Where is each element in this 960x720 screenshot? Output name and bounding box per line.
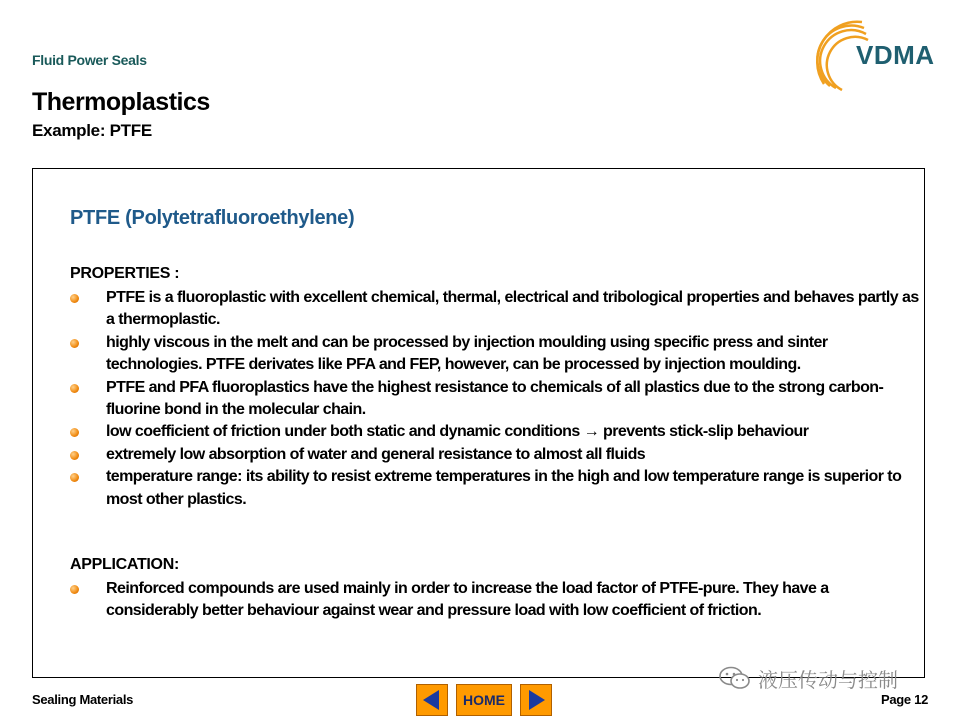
next-button[interactable]	[520, 684, 552, 716]
orange-dot-icon	[70, 339, 79, 348]
section-label: Fluid Power Seals	[32, 52, 147, 68]
property-text: extremely low absorption of water and general resistance to almost all fluids	[106, 445, 646, 463]
property-text: low coefficient of friction under both static and dynamic conditions → prevents stick-slip behaviour	[106, 423, 809, 441]
orange-dot-icon	[70, 451, 79, 460]
application-text: Reinforced compounds are used mainly in order to increase the load factor of PTFE-pure. They have a considerably better behaviour against wear and pressure load with low coefficient of friction.	[106, 580, 829, 620]
orange-dot-icon	[70, 473, 79, 482]
home-button[interactable]: HOME	[456, 684, 512, 716]
list-item	[70, 578, 920, 623]
footer-left-text: Sealing Materials	[32, 692, 134, 707]
application-label: APPLICATION:	[70, 556, 179, 573]
wechat-icon	[718, 666, 752, 690]
vdma-logo	[812, 18, 942, 96]
list-item	[70, 421, 920, 443]
property-text: highly viscous in the melt and can be processed by injection moulding using specific press and sinter technologies. PTFE derivates like PFA and FEP, however, can be processed by injection moulding.	[106, 333, 828, 374]
orange-dot-icon	[70, 585, 79, 594]
orange-dot-icon	[70, 384, 79, 393]
orange-dot-icon	[70, 294, 79, 303]
application-list	[70, 578, 920, 623]
watermark-text: 液压传动与控制	[758, 670, 898, 692]
list-item	[70, 466, 920, 511]
list-item	[70, 377, 920, 422]
list-item	[70, 332, 920, 377]
orange-dot-icon	[70, 428, 79, 437]
property-text: temperature range: its ability to resist extreme temperatures in the high and low temperature range is superior to most other plastics.	[106, 468, 902, 508]
page-title: Thermoplastics	[32, 88, 210, 116]
logo-text: VDMA	[856, 40, 935, 70]
list-item	[70, 287, 920, 332]
property-text: PTFE is a fluoroplastic with excellent chemical, thermal, electrical and tribological properties and behaves partly as a thermoplastic.	[106, 289, 919, 329]
properties-list	[70, 287, 920, 511]
prev-button[interactable]	[416, 684, 448, 716]
page-number: Page 12	[880, 692, 928, 707]
left-arrow-icon	[417, 685, 447, 715]
page-subtitle: Example: PTFE	[32, 121, 152, 140]
property-text: PTFE and PFA fluoroplastics have the highest resistance to chemicals of all plastics due to the strong carbon-fluorine bond in the molecular chain.	[106, 378, 884, 419]
content-heading: PTFE (Polytetrafluoroethylene)	[70, 207, 355, 229]
watermark	[718, 664, 932, 692]
content-box	[32, 168, 925, 678]
list-item	[70, 444, 920, 466]
right-arrow-icon	[521, 685, 551, 715]
properties-label: PROPERTIES :	[70, 265, 180, 282]
